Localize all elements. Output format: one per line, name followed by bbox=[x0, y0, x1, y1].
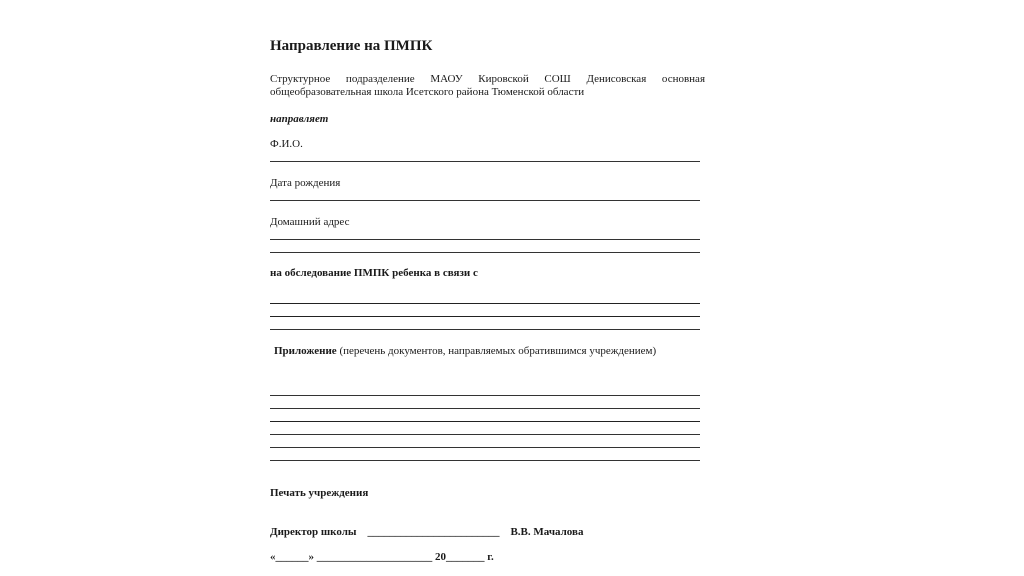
home-address-label: Домашний адрес bbox=[270, 216, 350, 228]
document-title: Направление на ПМПК bbox=[270, 38, 433, 54]
seal-label: Печать учреждения bbox=[270, 487, 369, 499]
birth-date-label: Дата рождения bbox=[270, 177, 341, 189]
reason-line-2 bbox=[270, 316, 700, 317]
director-signature-line: Директор школы ________________________ В.В. Мачалова bbox=[270, 526, 584, 538]
attachment-line-4 bbox=[270, 434, 700, 435]
attachment-label: Приложение bbox=[274, 345, 337, 357]
attachment-note: (перечень документов, направляемых обратившимся учреждением) bbox=[336, 345, 657, 357]
directs-label: направляет bbox=[270, 113, 329, 125]
attachment-line-5 bbox=[270, 447, 700, 448]
reason-line-1 bbox=[270, 303, 700, 304]
exam-reason-label: на обследование ПМПК ребенка в связи с bbox=[270, 267, 478, 279]
address-line-1 bbox=[270, 239, 700, 240]
attachment-line-6 bbox=[270, 460, 700, 461]
address-line-2 bbox=[270, 252, 700, 253]
attachment-text bbox=[274, 345, 656, 357]
reason-line-3 bbox=[270, 329, 700, 330]
attachment-line-2 bbox=[270, 408, 700, 409]
date-line: «______» _____________________ 20_______ г. bbox=[270, 551, 494, 563]
birth-date-line bbox=[270, 200, 700, 201]
attachment-line-3 bbox=[270, 421, 700, 422]
fio-line bbox=[270, 161, 700, 162]
fio-label: Ф.И.О. bbox=[270, 138, 303, 150]
attachment-line-1 bbox=[270, 395, 700, 396]
organization-text: Структурное подразделение МАОУ Кировской СОШ Денисовская основная общеобразовательная школа Исетского района Тюменской области bbox=[270, 73, 705, 98]
